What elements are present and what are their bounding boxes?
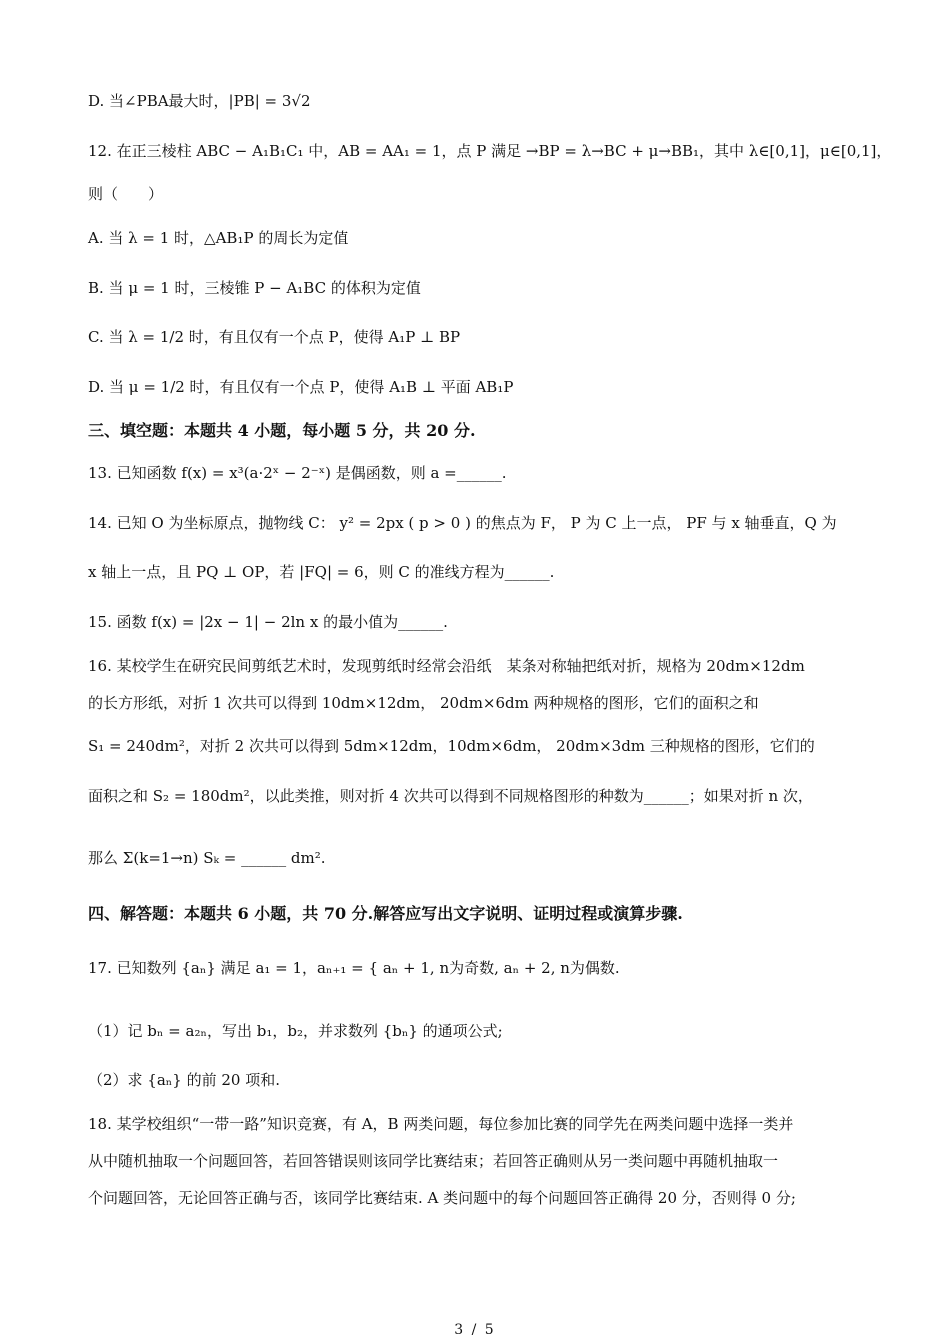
question-16-line-5: 那么 Σ(k=1→n) Sₖ = ______ dm². (88, 849, 326, 867)
question-16-line-2: 的长方形纸，对折 1 次共可以得到 10dm×12dm， 20dm×6dm 两种规格的图形，它们的面积之和 (88, 694, 759, 712)
question-12-prompt: 则（ ） (88, 185, 164, 203)
question-13: 13. 已知函数 f(x) = x³(a·2ˣ − 2⁻ˣ) 是偶函数，则 a =______. (88, 464, 507, 482)
question-17-part-2: （2）求 {aₙ} 的前 20 项和. (88, 1071, 280, 1089)
question-16-line-3: S₁ = 240dm²，对折 2 次共可以得到 5dm×12dm，10dm×6dm， 20dm×3dm 三种规格的图形，它们的 (88, 737, 815, 755)
question-18-line-1: 18. 某学校组织“一带一路”知识竞赛，有 A，B 两类问题，每位参加比赛的同学先在两类问题中选择一类并 (88, 1115, 794, 1133)
question-15: 15. 函数 f(x) = |2x − 1| − 2ln x 的最小值为______. (88, 613, 448, 631)
option-d-q12: D. 当 μ = 1/2 时，有且仅有一个点 P，使得 A₁B ⊥ 平面 AB₁P (88, 378, 514, 396)
option-a-q12: A. 当 λ = 1 时，△AB₁P 的周长为定值 (88, 229, 349, 247)
question-16-line-1: 16. 某校学生在研究民间剪纸艺术时，发现剪纸时经常会沿纸 某条对称轴把纸对折，规格为 20dm×12dm (88, 657, 805, 675)
question-14-line-1: 14. 已知 O 为坐标原点，抛物线 C： y² = 2px ( p > 0 ) 的焦点为 F， P 为 C 上一点， PF 与 x 轴垂直，Q 为 (88, 514, 837, 532)
question-18-line-2: 从中随机抽取一个问题回答，若回答错误则该同学比赛结束；若回答正确则从另一类问题中再随机抽取一 (88, 1152, 779, 1170)
page-number: 3 / 5 (454, 1322, 496, 1338)
question-17-part-1: （1）记 bₙ = a₂ₙ，写出 b₁，b₂，并求数列 {bₙ} 的通项公式; (88, 1022, 503, 1040)
question-14-line-2: x 轴上一点，且 PQ ⊥ OP，若 |FQ| = 6，则 C 的准线方程为______. (88, 563, 555, 581)
option-b-q12: B. 当 μ = 1 时，三棱锥 P − A₁BC 的体积为定值 (88, 279, 421, 297)
option-c-q12: C. 当 λ = 1/2 时，有且仅有一个点 P，使得 A₁P ⊥ BP (88, 328, 461, 346)
option-d-q11: D. 当∠PBA最大时，|PB| = 3√2 (88, 92, 311, 110)
question-12-stem: 12. 在正三棱柱 ABC − A₁B₁C₁ 中，AB = AA₁ = 1，点 P 满足 →BP = λ→BC + μ→BB₁，其中 λ∈[0,1]，μ∈[0,1]， (88, 142, 892, 160)
section-3-heading: 三、填空题：本题共 4 小题，每小题 5 分，共 20 分. (88, 421, 476, 440)
question-16-line-4: 面积之和 S₂ = 180dm²，以此类推，则对折 4 次共可以得到不同规格图形的种数为______；如果对折 n 次， (88, 787, 813, 805)
question-17-stem: 17. 已知数列 {aₙ} 满足 a₁ = 1，aₙ₊₁ = { aₙ + 1, n为奇数, aₙ + 2, n为偶数. (88, 959, 620, 977)
question-18-line-3: 个问题回答，无论回答正确与否，该同学比赛结束. A 类问题中的每个问题回答正确得 20 分，否则得 0 分; (88, 1189, 796, 1207)
section-4-heading: 四、解答题：本题共 6 小题，共 70 分.解答应写出文字说明、证明过程或演算步骤. (88, 904, 683, 923)
